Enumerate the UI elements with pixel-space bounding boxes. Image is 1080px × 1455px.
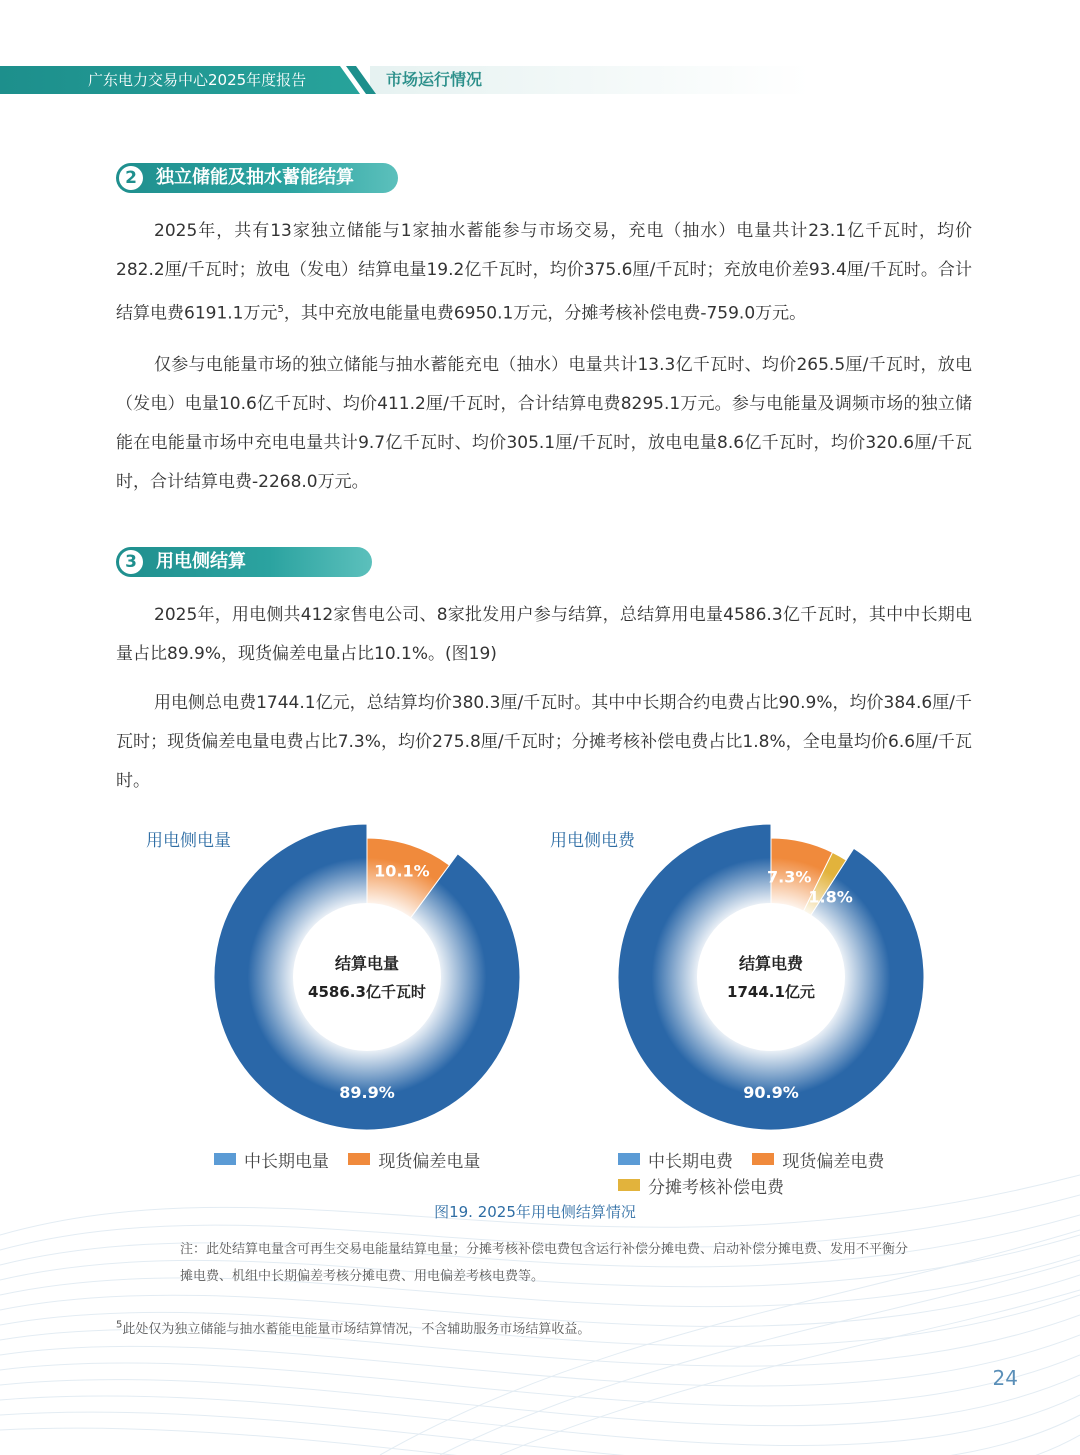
section-2-paragraph-1 (116, 212, 972, 334)
legend-swatch-spot (348, 1153, 370, 1165)
section-2-number: 2 (119, 166, 143, 190)
donut-hole (293, 903, 441, 1051)
section-2-title: 独立储能及抽水蓄能结算 (156, 167, 354, 188)
section-2-heading (116, 163, 398, 193)
para-text: 2025年，共有13家独立储能与1家抽水蓄能参与市场交易，充电（抽水）电量共计23.1亿千瓦时，均价282.2厘/千瓦时；放电（发电）结算电量19.2亿千瓦时，均价375.6厘/千瓦时；充放电价差93.4厘/千瓦时。合计结算电费6191.1万元 (116, 221, 972, 324)
chart-1-title: 用电侧电量 (146, 831, 231, 851)
donut-chart-volume (212, 822, 522, 1132)
figure-note: 注：此处结算电量含可再生交易电能量结算电量；分摊考核补偿电费包含运行补偿分摊电费、启动补偿分摊电费、发用不平衡分摊电费、机组中长期偏差考核分摊电费、用电偏差考核电费等。 (180, 1242, 909, 1284)
section-name: 市场运行情况 (386, 70, 483, 89)
section-3-title: 用电侧结算 (156, 551, 246, 572)
donut-label-0: 90.9% (743, 1083, 799, 1102)
donut-label-0: 89.9% (339, 1083, 395, 1102)
legend-label: 分摊考核补偿电费 (648, 1177, 784, 1198)
donut-label-2: 1.8% (808, 887, 853, 907)
legend-item-long-term-fee (618, 1146, 733, 1172)
footnote-mark: 5 (277, 304, 284, 315)
legend-swatch-long-term (214, 1153, 236, 1165)
section-3-paragraph-1: 2025年，用电侧共412家售电公司、8家批发用户参与结算，总结算用电量4586.3亿千瓦时，其中中长期电量占比89.9%，现货偏差电量占比10.1%。(图19) (116, 605, 972, 664)
donut-chart-fee (616, 822, 926, 1132)
donut-label-1: 10.1% (374, 861, 430, 881)
report-title: 广东电力交易中心2025年度报告 (88, 71, 307, 89)
legend-item-long-term-volume (214, 1146, 329, 1172)
legend-swatch-allocation (618, 1179, 640, 1191)
section-2-paragraph-2: 仅参与电能量市场的独立储能与抽水蓄能充电（抽水）电量共计13.3亿千瓦时、均价265.5厘/千瓦时，放电（发电）电量10.6亿千瓦时、均价411.2厘/千瓦时，合计结算电费8295.1万元。参与电能量及调频市场的独立储能在电能量市场中充电电量共计9.7亿千瓦时、均价305.1厘/千瓦时，放电电量8.6亿千瓦时，均价320.6厘/千瓦时，合计结算电费-2268.0万元。 (116, 355, 972, 492)
legend-label: 现货偏差电量 (378, 1151, 481, 1172)
donut-center-value: 4586.3亿千瓦时 (308, 983, 426, 1001)
donut-center-value: 1744.1亿元 (727, 983, 815, 1001)
legend-label: 现货偏差电费 (782, 1151, 885, 1172)
section-3-paragraph-2: 用电侧总电费1744.1亿元，总结算均价380.3厘/千瓦时。其中中长期合约电费占比90.9%，均价384.6厘/千瓦时；现货偏差电量电费占比7.3%，均价275.8厘/千瓦时；分摊考核补偿电费占比1.8%，全电量均价6.6厘/千瓦时。 (116, 693, 972, 791)
donut-center-label: 结算电量 (334, 954, 400, 973)
chart-2-legend (618, 1146, 898, 1198)
chart-2-title: 用电侧电费 (550, 831, 635, 851)
para-text-cont: ，其中充放电能量电费6950.1万元，分摊考核补偿电费-759.0万元。 (283, 303, 807, 324)
legend-item-spot-volume (348, 1146, 480, 1172)
legend-item-allocation-fee (618, 1172, 784, 1198)
footnote (116, 1318, 590, 1337)
donut-hole (697, 903, 845, 1051)
donut-label-1: 7.3% (767, 867, 812, 887)
footnote-number: 5 (116, 1319, 123, 1331)
donut-center-label: 结算电费 (738, 954, 804, 973)
figure-caption: 图19. 2025年用电侧结算情况 (434, 1203, 636, 1221)
legend-label: 中长期电量 (244, 1151, 329, 1172)
legend-label: 中长期电费 (648, 1151, 733, 1172)
footnote-text: 此处仅为独立储能与抽水蓄能电能量市场结算情况，不含辅助服务市场结算收益。 (122, 1322, 591, 1337)
page-number: 24 (992, 1366, 1018, 1390)
legend-swatch-spot (752, 1153, 774, 1165)
legend-swatch-long-term (618, 1153, 640, 1165)
legend-item-spot-fee (752, 1146, 884, 1172)
section-3-number: 3 (119, 550, 143, 574)
section-3-heading (116, 547, 372, 577)
chart-1-legend (214, 1146, 494, 1172)
